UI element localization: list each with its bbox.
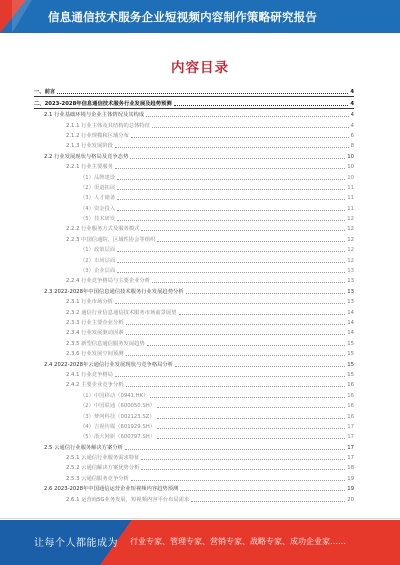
toc-entry[interactable]	[34, 244, 354, 254]
toc-entry-label: 2.5.1 云通信行业服务需求特征	[66, 455, 140, 462]
toc-dot-leader	[115, 375, 345, 377]
toc-entry[interactable]	[34, 130, 354, 140]
toc-entry-label: （3）人才储备	[80, 195, 116, 202]
toc-entry-label: 2.5.3 云通信服务竞争分析	[66, 475, 129, 482]
toc-entry-label: 2.6.1 运营商5G业务发展，短视频内容平台布局需求	[66, 496, 190, 503]
toc-entry[interactable]	[34, 431, 354, 441]
toc-entry-page: 13	[347, 299, 354, 306]
toc-entry-page: 17	[347, 444, 354, 451]
footer-divider	[0, 518, 400, 519]
toc-entry-page: 12	[347, 247, 354, 254]
toc-entry-page: 11	[347, 195, 354, 202]
toc-entry-page: 20	[347, 496, 354, 503]
toc-entry-page: 16	[347, 403, 354, 410]
toc-entry-label: 一、前言	[34, 89, 56, 96]
toc-entry[interactable]	[34, 285, 354, 295]
toc-entry[interactable]	[34, 389, 354, 399]
toc-entry[interactable]	[34, 223, 354, 233]
toc-entry-label: （4）吉视传媒（601929.SH）	[80, 423, 155, 430]
toc-entry[interactable]	[34, 161, 354, 171]
toc-entry-page: 13	[347, 278, 354, 285]
toc-dot-leader	[146, 115, 348, 117]
toc-entry-page: 12	[347, 257, 354, 264]
toc-entry-page: 15	[347, 361, 354, 368]
toc-entry-page: 16	[347, 392, 354, 399]
toc-entry-page: 14	[347, 309, 354, 316]
toc-entry-label: 2.2.1 行业主要服务	[66, 164, 113, 171]
toc-dot-leader	[125, 448, 345, 450]
toc-entry[interactable]	[34, 379, 354, 389]
toc-entry-label: 2.3.1 行业市场分析	[66, 299, 113, 306]
toc-entry-page: 4	[350, 89, 354, 96]
toc-dot-leader	[126, 354, 346, 356]
toc-dot-leader	[152, 281, 345, 283]
toc-entry-page: 11	[347, 205, 354, 212]
toc-dot-leader	[117, 271, 345, 273]
toc-entry-page: 8	[350, 143, 354, 150]
toc-entry-page: 4	[350, 112, 354, 119]
toc-dot-leader	[126, 385, 346, 387]
toc-entry-label: 2.2.2 行业服务方式及服务模式	[66, 226, 140, 233]
toc-dot-leader	[150, 396, 345, 398]
toc-dot-leader	[117, 188, 345, 190]
toc-entry-label: （2）中国联通（600050.SH）	[80, 403, 155, 410]
toc-entry-page: 12	[347, 236, 354, 243]
toc-entry-label: 2.1.2 行业规模和区域分布	[66, 132, 129, 139]
toc-dot-leader	[115, 302, 345, 304]
toc-entry-label: 2.4 2022-2028年云通信行业发展现状与竞争格局分析	[44, 361, 174, 368]
toc-dot-leader	[141, 468, 345, 470]
toc-entry[interactable]	[34, 493, 354, 503]
toc-entry[interactable]	[34, 171, 354, 181]
toc-entry[interactable]	[34, 306, 354, 316]
toc-entry-label: 2.4.2 主要企业竞争分析	[66, 382, 124, 389]
toc-entry-page: 10	[347, 153, 354, 160]
toc-entry[interactable]	[34, 472, 354, 482]
toc-entry-label: 2.3.3 行业主要企业分析	[66, 319, 124, 326]
toc-entry-page: 16	[347, 413, 354, 420]
header-light-accent	[12, 0, 32, 33]
toc-dot-leader	[141, 229, 345, 231]
toc-entry-label: （1）中国移动（0941.HK）	[80, 392, 149, 399]
toc-entry-page: 6	[350, 132, 354, 139]
toc-entry-label: （5）浙大网新（600797.SH）	[80, 434, 155, 441]
toc-entry-label: 2.2 行业发展现状与格局及竞争态势	[44, 153, 129, 160]
toc-entry-label: （1）政策层面	[80, 247, 116, 254]
toc-entry[interactable]	[34, 254, 354, 264]
toc-dot-leader	[157, 240, 345, 242]
toc-entry[interactable]	[34, 192, 354, 202]
toc-entry-label: 2.5.2 云通信解决方案优势分析	[66, 465, 140, 472]
toc-entry-page: 17	[347, 455, 354, 462]
toc-entry-label: 2.3.6 行业发展空间预测	[66, 351, 124, 358]
toc-dot-leader	[126, 323, 346, 325]
toc-dot-leader	[157, 406, 345, 408]
toc-dot-leader	[117, 178, 345, 180]
toc-entry[interactable]	[34, 182, 354, 192]
toc-entry-label: 2.5 云通信行业服务解决方案分析	[44, 444, 123, 451]
toc-dot-leader	[117, 261, 345, 263]
toc-entry[interactable]	[34, 441, 354, 451]
toc-entry[interactable]	[34, 337, 354, 347]
toc-entry-page: 13	[347, 288, 354, 295]
toc-entry[interactable]	[34, 233, 354, 243]
toc-entry[interactable]	[34, 86, 354, 97]
toc-entry[interactable]	[34, 369, 354, 379]
table-of-contents	[34, 86, 354, 504]
toc-dot-leader	[115, 167, 345, 169]
toc-entry[interactable]	[34, 202, 354, 212]
toc-entry-label: 2.3 2022-2028年中国信息通信技术服务行业发展趋势分析	[44, 288, 184, 295]
toc-entry-label: 2.2.3 中国信通院、区域性协会等组织	[66, 236, 156, 243]
toc-entry[interactable]	[34, 421, 354, 431]
toc-dot-leader	[179, 313, 346, 315]
toc-entry-label: （2）渠道拓展	[80, 184, 116, 191]
toc-entry[interactable]	[34, 97, 354, 108]
toc-entry-label: 2.1 行业基础环境与企业主体情况及其构成	[44, 112, 145, 119]
toc-dot-leader	[117, 219, 345, 221]
header-bar	[0, 0, 400, 33]
toc-heading: 内容目录	[171, 60, 229, 76]
toc-entry-page: 12	[347, 226, 354, 233]
toc-entry-label: 2.3.5 新型信息通信服务发展趋势	[66, 340, 145, 347]
toc-entry-page: 15	[347, 371, 354, 378]
toc-entry-label: 二、2023-2028年信息通信技术服务行业发展及趋势预测	[34, 100, 172, 107]
toc-entry-page: 12	[347, 216, 354, 223]
toc-entry-page: 17	[347, 434, 354, 441]
toc-entry-label: 2.2.4 行业竞争格局与主要企业分析	[66, 278, 151, 285]
toc-entry-page: 19	[347, 475, 354, 482]
toc-dot-leader	[157, 427, 345, 429]
toc-entry-label: （2）市场层面	[80, 257, 116, 264]
toc-entry[interactable]	[34, 140, 354, 150]
toc-entry-page: 19	[347, 486, 354, 493]
report-title: 信息通信技术服务企业短视频内容制作策略研究报告	[48, 10, 318, 24]
footer-tagline: 行业专家、管理专家、营销专家、战略专家、成功企业家……	[130, 537, 346, 546]
toc-entry-page: 14	[347, 319, 354, 326]
toc-entry-page: 18	[347, 465, 354, 472]
toc-entry[interactable]	[34, 462, 354, 472]
toc-entry-page: 4	[350, 122, 354, 129]
toc-dot-leader	[147, 344, 346, 346]
toc-entry[interactable]	[34, 400, 354, 410]
toc-entry-label: 2.4.1 行业竞争格局	[66, 371, 113, 378]
toc-entry[interactable]	[34, 483, 354, 493]
toc-dot-leader	[186, 292, 346, 294]
toc-entry[interactable]	[34, 109, 354, 119]
toc-entry-page: 10	[347, 164, 354, 171]
toc-entry-label: （3）梦网科技（002123.SZ）	[80, 413, 155, 420]
footer-bar	[0, 520, 400, 565]
toc-entry-label: 2.1.3 行业发展阶段	[66, 143, 113, 150]
toc-entry-page: 10	[347, 174, 354, 181]
toc-dot-leader	[126, 333, 346, 335]
toc-dot-leader	[141, 458, 345, 460]
toc-entry-page: 4	[350, 100, 354, 107]
toc-entry[interactable]	[34, 275, 354, 285]
toc-entry[interactable]	[34, 119, 354, 129]
toc-entry-page: 15	[347, 351, 354, 358]
toc-dot-leader	[175, 365, 345, 367]
toc-entry-page: 14	[347, 330, 354, 337]
toc-entry[interactable]	[34, 265, 354, 275]
toc-entry-label: （1）品牌建设	[80, 174, 116, 181]
toc-entry-label: （3）企业层面	[80, 268, 116, 275]
toc-entry-label: 2.3.4 行业发展驱动因素	[66, 330, 124, 337]
toc-entry[interactable]	[34, 410, 354, 420]
toc-entry-page: 17	[347, 423, 354, 430]
toc-entry[interactable]	[34, 348, 354, 358]
toc-entry-page: 16	[347, 382, 354, 389]
toc-entry[interactable]	[34, 327, 354, 337]
toc-dot-leader	[117, 198, 345, 200]
toc-dot-leader	[152, 126, 349, 128]
toc-entry-page: 13	[347, 268, 354, 275]
toc-entry[interactable]	[34, 317, 354, 327]
toc-dot-leader	[180, 489, 345, 491]
toc-dot-leader	[157, 437, 345, 439]
toc-dot-leader	[157, 417, 346, 419]
toc-dot-leader	[117, 250, 345, 252]
toc-entry[interactable]	[34, 358, 354, 368]
toc-entry-page: 15	[347, 340, 354, 347]
toc-entry-label: 2.3.2 通信行业信息通信技术服务市场前景展望	[66, 309, 177, 316]
toc-entry-label: （5）技术研发	[80, 216, 116, 223]
toc-dot-leader	[57, 92, 348, 94]
toc-entry[interactable]	[34, 150, 354, 160]
toc-entry[interactable]	[34, 213, 354, 223]
toc-dot-leader	[131, 479, 345, 481]
toc-dot-leader	[131, 136, 349, 138]
toc-dot-leader	[191, 500, 345, 502]
toc-dot-leader	[174, 104, 349, 106]
toc-entry-label: 2.6 2023-2028年中国通信运营企业短视频内容趋势预测	[44, 486, 179, 493]
toc-entry[interactable]	[34, 296, 354, 306]
toc-entry-label: 2.1.1 行业主体及其结构的总体特征	[66, 122, 151, 129]
toc-dot-leader	[130, 157, 345, 159]
toc-entry-label: （4）资金投入	[80, 205, 116, 212]
toc-entry[interactable]	[34, 452, 354, 462]
toc-entry-page: 11	[347, 184, 354, 191]
toc-dot-leader	[117, 209, 345, 211]
toc-dot-leader	[115, 146, 349, 148]
footer-slogan: 让每个人都能成为	[34, 538, 118, 549]
